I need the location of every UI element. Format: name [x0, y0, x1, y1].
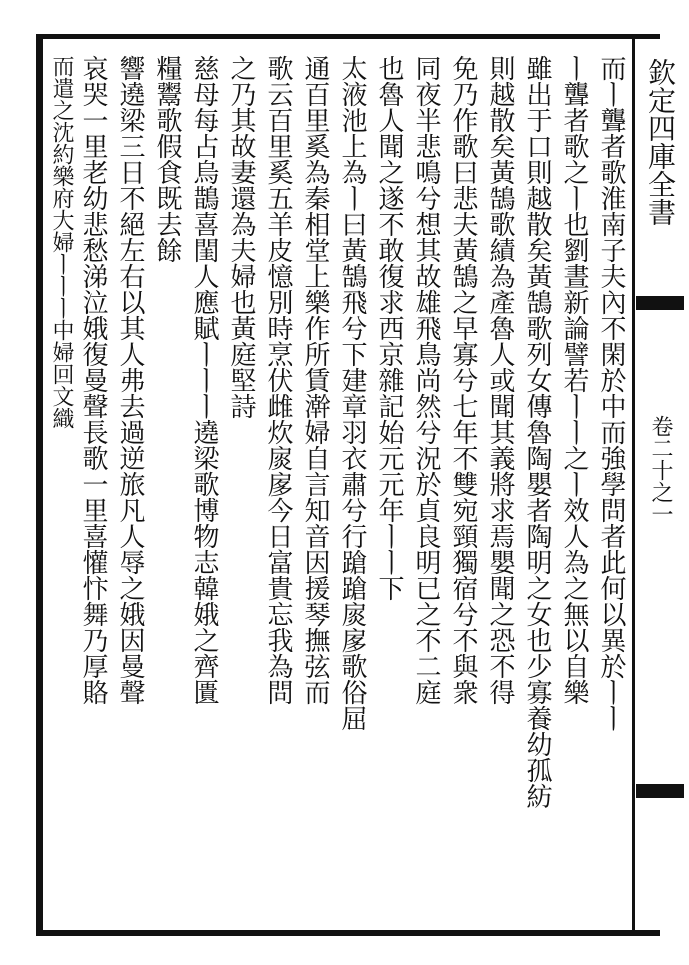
text-column-11: 之乃其故妻還為夫婦也黃庭堅詩	[226, 55, 256, 419]
text-column-5: 免乃作歌曰悲夫黃鵠之早寡兮七年不雙宛頸獨宿兮不與衆	[448, 55, 478, 705]
text-column-13: 糧鬻歌假食既去餘	[152, 55, 182, 263]
fish-tail-mark-upper	[636, 296, 684, 310]
fish-tail-mark-lower	[636, 784, 684, 798]
top-border-rule	[36, 34, 660, 39]
text-column-14: 響遶梁三日不絕左右以其人弗去過逆旅凡人辱之娥因曼聲	[115, 55, 145, 705]
text-column-1: 而ㅣ聾者歌淮南子夫內不閑於中而強學問者此何以異於ㅣㅣ	[596, 55, 626, 731]
left-border-rule	[36, 34, 43, 936]
text-column-2: ㅣ聾者歌之ㅣ也劉晝新論譬若ㅣㅣ之ㅣ效人為之無以自樂	[559, 55, 589, 705]
text-column-3: 雖出于口則越散矣黃鵠歌列女傳魯陶嬰者陶明之女也少寡養幼孤紡	[522, 55, 552, 809]
text-column-9: 通百里奚為秦相堂上樂作所賃澣婦自言知音因援琴撫弦而	[300, 55, 330, 705]
text-column-12: 慈母每占烏鵲喜閨人應賦ㅣㅣㅣ遶梁歌博物志韓娥之齊匱	[189, 55, 219, 705]
volume-label: 卷二十之一	[648, 415, 673, 525]
text-column-6: 同夜半悲鳴兮想其故雄飛鳥尚然兮況於貞良明已之不二庭	[411, 55, 441, 705]
text-column-16: 而遣之沈約樂府大婦ㅣㅣㅣ中婦回文織	[49, 55, 74, 429]
text-column-15: 哀哭一里老幼悲愁涕泣娥復曼聲長歌一里喜懽忭舞乃厚賂	[78, 55, 108, 705]
text-column-8: 太液池上為ㅣ曰黃鵠飛兮下建章羽衣肅兮行蹌蹌扊扅歌俗屈	[337, 55, 367, 731]
text-column-4: 則越散矣黃鵠歌績為產魯人或聞其義將求焉嬰聞之恐不得	[485, 55, 515, 705]
text-column-7: 也魯人聞之遂不敢復求西京雜記始元元年ㅣㅣ下	[374, 55, 404, 601]
book-header: 欽定四庫全書	[644, 58, 677, 226]
center-column-rule	[632, 34, 635, 936]
text-column-10: 歌云百里奚五羊皮憶別時烹伏雌炊扊扅今日富貴忘我為問	[263, 55, 293, 705]
